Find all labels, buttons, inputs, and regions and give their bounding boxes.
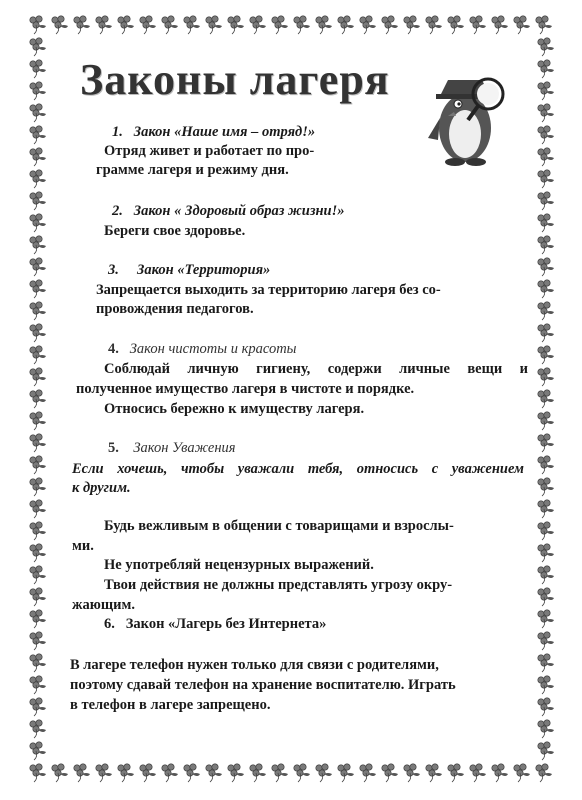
border-flower xyxy=(228,764,244,782)
border-flower xyxy=(538,368,554,386)
border-flower xyxy=(30,654,46,672)
border-flower xyxy=(30,104,46,122)
border-flower xyxy=(30,324,46,342)
border-flower xyxy=(30,412,46,430)
law-3-line: провождения педагогов. xyxy=(96,301,254,317)
border-flower xyxy=(30,60,46,78)
border-flower xyxy=(316,16,332,34)
border-flower xyxy=(426,764,442,782)
detective-penguin-illustration xyxy=(410,58,520,168)
border-flower xyxy=(538,588,554,606)
border-flower xyxy=(272,16,288,34)
border-flower xyxy=(294,16,310,34)
border-flower xyxy=(294,764,310,782)
border-flower xyxy=(538,258,554,276)
border-flower xyxy=(538,148,554,166)
border-flower xyxy=(538,170,554,188)
border-flower xyxy=(30,192,46,210)
border-flower xyxy=(162,16,178,34)
border-flower xyxy=(538,82,554,100)
law-1-heading xyxy=(112,124,315,141)
border-flower xyxy=(492,16,508,34)
border-flower xyxy=(360,764,376,782)
border-flower xyxy=(538,698,554,716)
border-flower xyxy=(30,302,46,320)
border-flower xyxy=(30,434,46,452)
border-flower xyxy=(184,764,200,782)
border-flower xyxy=(30,170,46,188)
border-flower xyxy=(30,610,46,628)
border-flower xyxy=(538,500,554,518)
law-5-line: Не употребляй нецензурных выражений. xyxy=(104,557,374,573)
border-flower xyxy=(382,16,398,34)
border-flower xyxy=(538,434,554,452)
border-flower xyxy=(470,16,486,34)
border-flower xyxy=(30,16,46,34)
border-flower xyxy=(30,390,46,408)
border-flower xyxy=(538,38,554,56)
border-flower xyxy=(206,16,222,34)
law-3-heading xyxy=(108,262,270,279)
border-flower xyxy=(30,346,46,364)
border-flower xyxy=(338,16,354,34)
border-flower xyxy=(492,764,508,782)
border-flower xyxy=(118,16,134,34)
border-flower xyxy=(514,16,530,34)
law-5-line: Твои действия не должны представлять угрозу окру- xyxy=(104,577,453,593)
border-flower xyxy=(404,16,420,34)
border-flower xyxy=(538,60,554,78)
law-2-line: Береги свое здоровье. xyxy=(104,223,246,239)
border-flower xyxy=(538,632,554,650)
law-5-line: к другим. xyxy=(72,480,131,496)
border-flower xyxy=(30,698,46,716)
border-flower xyxy=(404,764,420,782)
law-4-line: полученное имущество лагеря в чистоте и порядке. xyxy=(76,381,415,397)
border-flower xyxy=(316,764,332,782)
border-flower xyxy=(30,544,46,562)
law-1-name: Закон «Наше имя – отряд!» xyxy=(133,124,316,140)
law-5-name: Закон Уважения xyxy=(133,440,236,456)
border-flower xyxy=(538,654,554,672)
border-flower xyxy=(96,764,112,782)
law-1-number: 1. xyxy=(112,124,123,140)
border-flower xyxy=(538,610,554,628)
border-flower xyxy=(52,764,68,782)
border-flower xyxy=(30,522,46,540)
border-flower xyxy=(538,544,554,562)
border-flower xyxy=(272,764,288,782)
border-flower xyxy=(30,742,46,760)
border-flower xyxy=(538,126,554,144)
border-flower xyxy=(228,16,244,34)
border-flower xyxy=(538,456,554,474)
border-flower xyxy=(30,500,46,518)
border-flower xyxy=(538,104,554,122)
border-flower xyxy=(30,236,46,254)
border-flower xyxy=(162,764,178,782)
border-flower xyxy=(30,720,46,738)
border-flower xyxy=(140,16,156,34)
border-flower xyxy=(30,566,46,584)
border-flower xyxy=(30,588,46,606)
law-5-line: Если хочешь, чтобы уважали тебя, относись с уважением xyxy=(72,461,524,477)
border-flower xyxy=(538,676,554,694)
border-flower xyxy=(30,676,46,694)
border-flower xyxy=(140,764,156,782)
law-4-heading xyxy=(108,341,297,358)
border-flower xyxy=(514,764,530,782)
border-flower xyxy=(538,522,554,540)
border-flower xyxy=(184,16,200,34)
law-2-name: Закон « Здоровый образ жизни!» xyxy=(133,203,345,219)
law-4-line: Соблюдай личную гигиену, содержи личные вещи и xyxy=(104,361,528,377)
law-3-name: Закон «Территория» xyxy=(137,262,271,278)
border-flower xyxy=(538,214,554,232)
border-flower xyxy=(30,632,46,650)
border-flower xyxy=(30,478,46,496)
border-flower xyxy=(536,764,552,782)
law-6-line: поэтому сдавай телефон на хранение воспитателю. Играть xyxy=(70,677,456,693)
law-1-line: грамме лагеря и режиму дня. xyxy=(96,162,289,178)
border-flower xyxy=(538,236,554,254)
border-flower xyxy=(206,764,222,782)
border-flower xyxy=(448,764,464,782)
border-flower xyxy=(538,280,554,298)
border-flower xyxy=(338,764,354,782)
border-flower xyxy=(448,16,464,34)
border-flower xyxy=(30,368,46,386)
border-flower xyxy=(538,566,554,584)
border-flower xyxy=(30,38,46,56)
border-flower xyxy=(250,764,266,782)
border-flower xyxy=(118,764,134,782)
law-6-line: в телефон в лагере запрещено. xyxy=(70,697,271,713)
border-flower xyxy=(30,764,46,782)
law-6-heading xyxy=(104,616,326,633)
border-flower xyxy=(74,16,90,34)
law-6-number: 6. xyxy=(104,616,115,632)
border-flower xyxy=(382,764,398,782)
border-flower xyxy=(74,764,90,782)
border-flower xyxy=(538,324,554,342)
border-flower xyxy=(30,258,46,276)
law-5-number: 5. xyxy=(108,440,119,456)
law-4-line: Относись бережно к имуществу лагеря. xyxy=(104,401,365,417)
law-4-number: 4. xyxy=(108,341,119,357)
law-3-number: 3. xyxy=(108,262,119,278)
border-flower xyxy=(538,390,554,408)
border-flower xyxy=(470,764,486,782)
border-flower xyxy=(538,478,554,496)
border-flower xyxy=(30,456,46,474)
border-flower xyxy=(538,302,554,320)
border-flower xyxy=(30,280,46,298)
border-flower xyxy=(30,214,46,232)
border-flower xyxy=(538,192,554,210)
law-5-line: жающим. xyxy=(72,597,135,613)
border-flower xyxy=(30,82,46,100)
border-flower xyxy=(426,16,442,34)
law-2-heading xyxy=(112,203,345,220)
law-5-line: ми. xyxy=(72,538,94,554)
law-5-line: Будь вежливым в общении с товарищами и взрослы- xyxy=(104,518,454,534)
border-flower xyxy=(538,412,554,430)
law-2-number: 2. xyxy=(112,203,123,219)
border-flower xyxy=(52,16,68,34)
border-flower xyxy=(538,720,554,738)
law-6-name: Закон «Лагерь без Интернета» xyxy=(125,616,327,632)
page-title: Законы лагеря xyxy=(80,55,390,104)
border-flower xyxy=(536,16,552,34)
law-3-line: Запрещается выходить за территорию лагеря без со- xyxy=(96,282,441,298)
law-1-line: Отряд живет и работает по про- xyxy=(104,143,315,159)
border-flower xyxy=(30,148,46,166)
border-flower xyxy=(360,16,376,34)
border-flower xyxy=(538,346,554,364)
law-4-name: Закон чистоты и красоты xyxy=(129,341,297,357)
border-flower xyxy=(30,126,46,144)
border-flower xyxy=(250,16,266,34)
law-5-heading xyxy=(108,440,236,457)
border-flower xyxy=(538,742,554,760)
law-6-line: В лагере телефон нужен только для связи с родителями, xyxy=(70,657,439,673)
border-flower xyxy=(96,16,112,34)
